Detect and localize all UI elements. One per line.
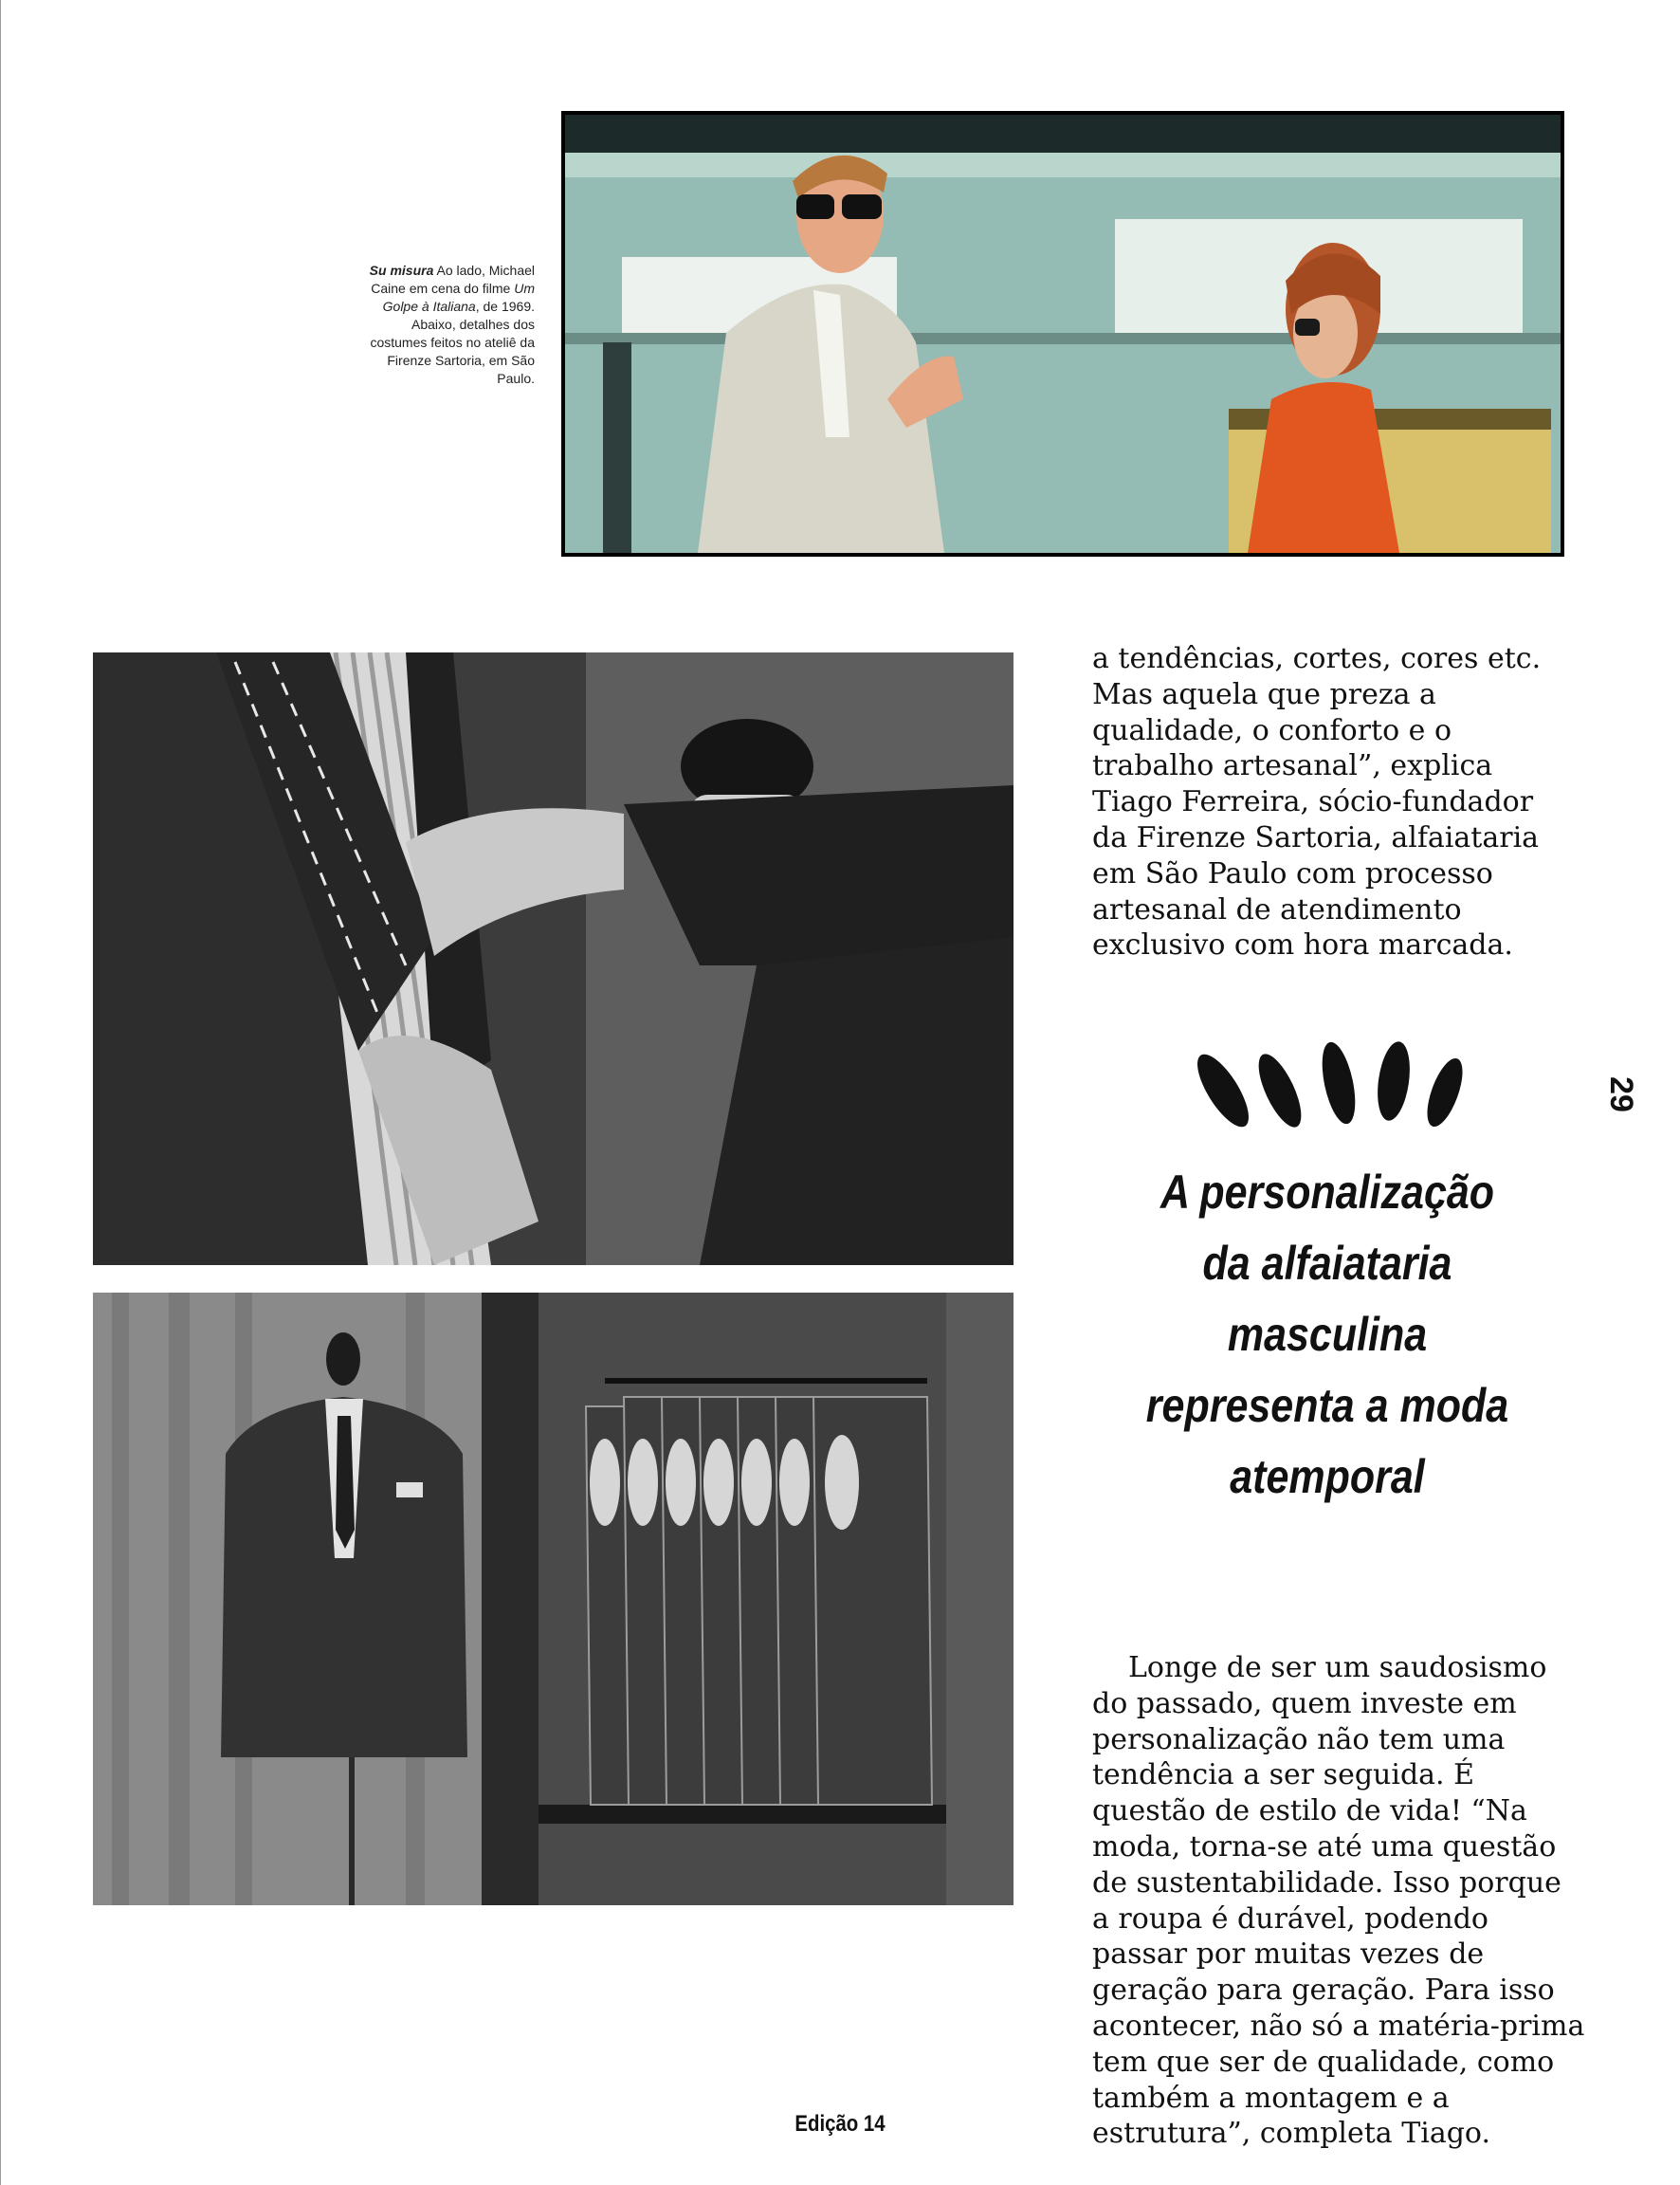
- caption-film-title: Um Golpe à Italiana: [382, 281, 535, 314]
- caption-text-1: Ao lado, Michael Caine em cena do filme: [371, 263, 535, 296]
- article-body-top: [1092, 641, 1566, 964]
- caption-text-2: , de 1969. Abaixo, detalhes dos costumes feitos no ateliê da Firenze Sartoria, em São Paulo.: [370, 299, 535, 386]
- article-body-bottom: [1092, 1650, 1585, 2152]
- pull-quote: [1132, 1157, 1524, 1513]
- pull-quote-line: masculina: [1227, 1308, 1428, 1361]
- brush-strokes-decoration: [1187, 1034, 1471, 1133]
- suits-display-photo: [93, 1293, 1013, 1905]
- page-edge-line: [0, 0, 1, 2185]
- pull-quote-line: representa a moda: [1145, 1379, 1509, 1432]
- body-paragraph: Longe de ser um saudosismo do passado, quem investe em personalização não tem uma tendência a ser seguida. É questão de estilo de vida! “Na moda, torna-se até uma questão de sustentabilidade. Isso porque a roupa é durável, podendo passar por muitas vezes de geração para geração. Para isso acontecer, não só a matéria-prima tem que ser de qualidade, como também a montagem e a estrutura”, completa Tiago.: [1092, 1651, 1585, 2151]
- page-number: 29: [1603, 1076, 1639, 1112]
- film-still-illustration: [565, 115, 1561, 553]
- tailor-fitting-photo: [93, 652, 1013, 1265]
- pull-quote-line: da alfaiataria: [1202, 1237, 1452, 1290]
- pull-quote-line: atemporal: [1230, 1450, 1425, 1503]
- tailor-fitting-illustration: [93, 652, 1013, 1265]
- body-paragraph: a tendências, cortes, cores etc. Mas aquela que preza a qualidade, o conforto e o trabalho artesanal”, explica Tiago Ferreira, sócio-fundador da Firenze Sartoria, alfaiataria em São Paulo com processo artesanal de atendimento exclusivo com hora marcada.: [1092, 642, 1542, 963]
- pull-quote-line: A personalização: [1160, 1166, 1495, 1219]
- footer-edition: Edição 14: [794, 2111, 886, 2137]
- photo-caption: [360, 262, 535, 388]
- film-still-photo: [561, 111, 1564, 557]
- suits-display-illustration: [93, 1293, 1013, 1905]
- caption-lead: Su misura: [369, 263, 434, 278]
